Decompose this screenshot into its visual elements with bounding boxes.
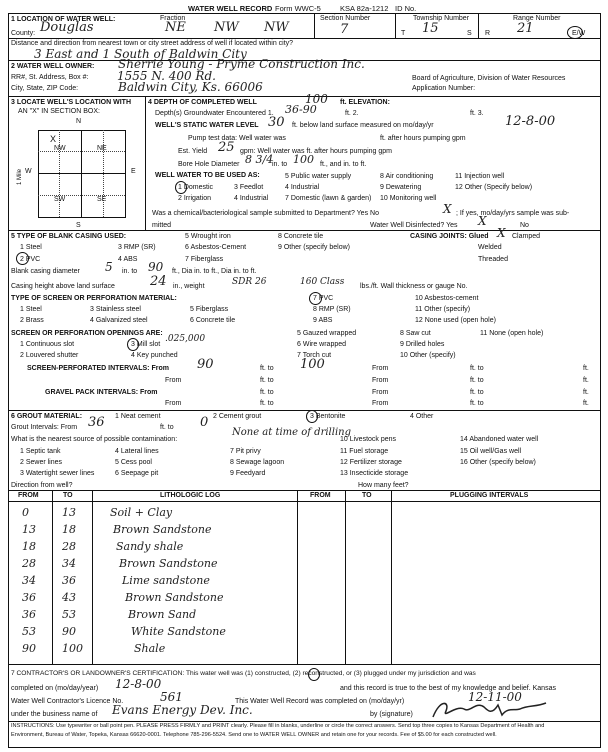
openings-label: SCREEN OR PERFORATION OPENINGS ARE: bbox=[11, 330, 163, 337]
use-oil[interactable]: 4 Industrial bbox=[285, 184, 320, 191]
joints-threaded: Threaded bbox=[478, 256, 508, 263]
contam-value: None at time of drilling bbox=[232, 427, 351, 438]
log-to: 34 bbox=[62, 557, 76, 570]
s5-label: 5 TYPE OF BLANK CASING USED: bbox=[11, 233, 127, 240]
use-air[interactable]: 8 Air conditioning bbox=[380, 173, 434, 180]
disinfected-label: Water Well Disinfected? Yes bbox=[370, 222, 458, 229]
quad-nw: NW bbox=[54, 145, 66, 152]
log-header-litho: LITHOLOGIC LOG bbox=[160, 492, 221, 499]
static-rest: ft. below land surface measured on mo/day/yr bbox=[292, 122, 434, 129]
application-label: Application Number: bbox=[412, 85, 476, 92]
bore-to: in. to bbox=[272, 161, 288, 168]
spi-from: 90 bbox=[197, 357, 214, 372]
spi-ft2: ft. bbox=[583, 365, 589, 372]
s3-label: 3 LOCATE WELL'S LOCATION WITH bbox=[11, 99, 132, 106]
chem-question: Was a chemical/bacteriological sample submitted to Department? Yes No bbox=[152, 210, 379, 217]
contam-lagoon[interactable]: 8 Sewage lagoon bbox=[230, 459, 285, 466]
spi-from3: From bbox=[165, 377, 182, 384]
signature bbox=[428, 697, 553, 723]
contam-watertight[interactable]: 3 Watertight sewer lines bbox=[20, 470, 95, 477]
screen-abs[interactable]: 9 ABS bbox=[313, 317, 333, 324]
log-from: 36 bbox=[22, 591, 36, 604]
bore-label: Bore Hole Diameter bbox=[178, 161, 240, 168]
section-x-mark: X bbox=[50, 134, 57, 144]
gpi-to2: ft. to bbox=[470, 389, 484, 396]
log-to: 28 bbox=[62, 540, 76, 553]
plug-header-intervals: PLUGGING INTERVALS bbox=[450, 492, 529, 499]
screen-brass[interactable]: 2 Brass bbox=[20, 317, 44, 324]
gpi-label: GRAVEL PACK INTERVALS: From bbox=[45, 389, 158, 396]
gpi-from2: From bbox=[372, 389, 389, 396]
township-label: Township Number bbox=[413, 15, 470, 22]
address-value: 1555 N. 400 Rd. bbox=[117, 69, 216, 83]
open-key[interactable]: 4 Key punched bbox=[131, 352, 178, 359]
contam-insecticide[interactable]: 13 Insecticide storage bbox=[340, 470, 409, 477]
log-to: 36 bbox=[62, 574, 76, 587]
depth-label: 4 DEPTH OF COMPLETED WELL bbox=[148, 99, 257, 106]
grout-cement[interactable]: 2 Cement grout bbox=[213, 413, 262, 420]
township-t: T bbox=[401, 30, 406, 37]
gpi-to3: ft. to bbox=[260, 400, 274, 407]
log-header-from: FROM bbox=[18, 492, 39, 499]
spi-label: SCREEN-PERFORATED INTERVALS: From bbox=[27, 365, 169, 372]
use-industrial[interactable]: 4 Industrial bbox=[234, 195, 269, 202]
fraction-2: NW bbox=[214, 20, 239, 35]
business-label: under the business name of bbox=[11, 711, 98, 718]
quad-se: SE bbox=[97, 196, 107, 203]
screen-none[interactable]: 12 None used (open hole) bbox=[415, 317, 496, 324]
screen-other[interactable]: 11 Other (specify) bbox=[415, 306, 471, 313]
range-value: 21 bbox=[517, 21, 534, 36]
contam-abandoned[interactable]: 14 Abandoned water well bbox=[460, 436, 539, 443]
instructions-2: Environment, Bureau of Water, Topeka, Kansas 66620-0001. Telephone 785-296-5524. Send one to WATER WELL OWNER and retain one for your records. Fee of $5.00 for each constructed well. bbox=[11, 732, 497, 738]
s1-label: 1 LOCATION OF WATER WELL: bbox=[11, 16, 116, 23]
screen-steel[interactable]: 1 Steel bbox=[20, 306, 42, 313]
s3-sublabel: AN "X" IN SECTION BOX: bbox=[18, 108, 100, 115]
form-title: WATER WELL RECORD bbox=[188, 4, 273, 13]
quad-ne: NE bbox=[97, 145, 107, 152]
yield-rest: gpm: Well water was ft. after hours pumping gpm bbox=[240, 148, 392, 155]
contam-sewer[interactable]: 2 Sewer lines bbox=[20, 459, 63, 466]
grout-neat[interactable]: 1 Neat cement bbox=[115, 413, 161, 420]
range-label: Range Number bbox=[513, 15, 561, 22]
grout-bentonite-circle bbox=[306, 410, 318, 423]
contam-fuel[interactable]: 11 Fuel storage bbox=[340, 448, 389, 455]
open-gauzed[interactable]: 5 Gauzed wrapped bbox=[297, 330, 357, 337]
completed-label: completed on (mo/day/year) bbox=[11, 685, 99, 692]
log-from: 0 bbox=[22, 506, 29, 519]
chem-mitted: mitted bbox=[152, 222, 172, 229]
casing-pvc[interactable]: 2 PVC bbox=[20, 256, 41, 263]
log-to: 53 bbox=[62, 608, 76, 621]
spi-to3: ft. to bbox=[260, 377, 274, 384]
completed-date: 12-8-00 bbox=[115, 677, 162, 691]
screen-label: TYPE OF SCREEN OR PERFORATION MATERIAL: bbox=[11, 295, 177, 302]
contam-cess[interactable]: 5 Cess pool bbox=[115, 459, 152, 466]
screen-fiberglass[interactable]: 5 Fiberglass bbox=[190, 306, 229, 313]
signature-label: by (signature) bbox=[370, 711, 413, 718]
distance-value: 3 East and 1 South of Baldwin City bbox=[34, 47, 247, 61]
section-label: Section Number bbox=[320, 15, 371, 22]
log-description: Sandy shale bbox=[116, 540, 184, 553]
grout-bentonite[interactable]: 3 Bentonite bbox=[310, 413, 346, 420]
log-description: Brown Sandstone bbox=[113, 523, 212, 536]
spi-to4: ft. to bbox=[470, 377, 484, 384]
contam-privy[interactable]: 7 Pit privy bbox=[230, 448, 261, 455]
compass-w: W bbox=[25, 168, 32, 175]
grout-from: 36 bbox=[88, 415, 105, 430]
log-to: 18 bbox=[62, 523, 76, 536]
mile-label: 1 Mile bbox=[17, 168, 24, 186]
spi-to2: ft. to bbox=[470, 365, 484, 372]
height-label: Casing height above land surface bbox=[11, 283, 115, 290]
gpi-to: ft. to bbox=[260, 389, 274, 396]
open-none[interactable]: 11 None (open hole) bbox=[480, 330, 544, 337]
address-label: RR#, St. Address, Box #: bbox=[11, 74, 89, 81]
depth-value: 100 bbox=[305, 92, 328, 106]
diam-value: 5 bbox=[105, 260, 113, 274]
screen-galvanized[interactable]: 4 Galvanized steel bbox=[90, 317, 148, 324]
log-from: 34 bbox=[22, 574, 36, 587]
contam-lateral[interactable]: 4 Lateral lines bbox=[115, 448, 159, 455]
casing-wrought[interactable]: 5 Wrought iron bbox=[185, 233, 231, 240]
disinfected-no: No bbox=[520, 222, 529, 229]
groundwater-label: Depth(s) Groundwater Encountered 1. bbox=[155, 110, 274, 117]
board-label: Board of Agriculture, Division of Water Resources bbox=[412, 75, 566, 82]
gpi-ft2: ft. bbox=[583, 389, 589, 396]
use-label: WELL WATER TO BE USED AS: bbox=[155, 172, 260, 179]
casing-fiberglass[interactable]: 7 Fiberglass bbox=[185, 256, 224, 263]
log-to: 100 bbox=[62, 642, 83, 655]
contam-septic[interactable]: 1 Septic tank bbox=[20, 448, 61, 455]
use-monitoring[interactable]: 10 Monitoring well bbox=[380, 195, 437, 202]
open-louvered[interactable]: 2 Louvered shutter bbox=[20, 352, 79, 359]
contam-label: What is the nearest source of possible contamination: bbox=[11, 436, 178, 443]
use-feedlot[interactable]: 3 Feedlot bbox=[234, 184, 264, 191]
fraction-label: Fraction bbox=[160, 15, 186, 22]
grout-to: 0 bbox=[200, 415, 209, 430]
joints-label: CASING JOINTS: Glued bbox=[410, 233, 489, 240]
screen-pvc[interactable]: 7 PVC bbox=[313, 295, 334, 302]
log-from: 90 bbox=[22, 642, 36, 655]
log-description: Brown Sandstone bbox=[125, 591, 224, 604]
form-number: Form WWC-5 bbox=[275, 4, 321, 13]
open-other[interactable]: 10 Other (specify) bbox=[400, 352, 456, 359]
licence-label: Water Well Contractor's Licence No. bbox=[11, 698, 124, 705]
log-from: 28 bbox=[22, 557, 36, 570]
mill-value: .025,000 bbox=[165, 334, 206, 344]
diam-rest: ft., Dia in. to ft., Dia in. to ft. bbox=[172, 268, 257, 275]
licence-value: 561 bbox=[160, 690, 183, 704]
spi-from2: From bbox=[372, 365, 389, 372]
contam-feedyard[interactable]: 9 Feedyard bbox=[230, 470, 266, 477]
casing-other[interactable]: 9 Other (specify below) bbox=[278, 244, 350, 251]
log-to: 90 bbox=[62, 625, 76, 638]
joints-welded: Welded bbox=[478, 244, 502, 251]
fraction-3: NW bbox=[264, 20, 289, 35]
static-label: WELL'S STATIC WATER LEVEL bbox=[155, 122, 259, 129]
gpi-from4: From bbox=[372, 400, 389, 407]
constructed-circle bbox=[308, 668, 320, 681]
id-label: ID No. bbox=[395, 4, 417, 13]
contam-oilwell[interactable]: 15 Oil well/Gas well bbox=[460, 448, 522, 455]
use-public[interactable]: 5 Public water supply bbox=[285, 173, 352, 180]
distance-label: Distance and direction from nearest town or city street address of well if located within city? bbox=[11, 40, 294, 47]
casing-concrete[interactable]: 8 Concrete tile bbox=[278, 233, 324, 240]
pump-rest: ft. after hours pumping gpm bbox=[380, 135, 466, 142]
diam-to: in. to bbox=[122, 268, 138, 275]
s2-label: 2 WATER WELL OWNER: bbox=[11, 63, 95, 70]
use-domestic-circle bbox=[175, 181, 187, 194]
spi-ft4: ft. bbox=[583, 377, 589, 384]
quad-sw: SW bbox=[54, 196, 66, 203]
log-from: 36 bbox=[22, 608, 36, 621]
screen-stainless[interactable]: 3 Stainless steel bbox=[90, 306, 141, 313]
use-other[interactable]: 12 Other (Specify below) bbox=[455, 184, 533, 191]
use-lawn[interactable]: 7 Domestic (lawn & garden) bbox=[285, 195, 372, 202]
true-text: and this record is true to the best of my knowledge and belief. Kansas bbox=[340, 685, 556, 692]
gpi-from3: From bbox=[165, 400, 182, 407]
contam-seepage[interactable]: 6 Seepage pit bbox=[115, 470, 159, 477]
township-s: S bbox=[467, 30, 472, 37]
city-value: Baldwin City, Ks. 66006 bbox=[118, 80, 263, 94]
section-value: 7 bbox=[340, 22, 349, 37]
use-domestic[interactable]: 1 Domestic bbox=[178, 184, 214, 191]
cert-text: 7 CONTRACTOR'S OR LANDOWNER'S CERTIFICATION: This water well was (1) constructed, (2) reconstructed, or (3) plugged under my jurisdiction and was bbox=[11, 670, 476, 677]
gw-3: ft. 3. bbox=[470, 110, 484, 117]
yield-label: Est. Yield bbox=[178, 148, 208, 155]
height-value: 24 bbox=[150, 274, 167, 289]
contam-other[interactable]: 16 Other (specify below) bbox=[460, 459, 536, 466]
city-label: City, State, ZIP Code: bbox=[11, 85, 79, 92]
s6-label: 6 GROUT MATERIAL: bbox=[11, 413, 83, 420]
casing-asbestos[interactable]: 6 Asbestos-Cement bbox=[185, 244, 247, 251]
log-from: 18 bbox=[22, 540, 36, 553]
gw-2: ft. 2. bbox=[345, 110, 359, 117]
diam-label: Blank casing diameter bbox=[11, 268, 80, 275]
yield-value: 25 bbox=[218, 140, 235, 155]
use-injection[interactable]: 11 Injection well bbox=[455, 173, 505, 180]
use-dewatering[interactable]: 9 Dewatering bbox=[380, 184, 422, 191]
grout-to-label: ft. to bbox=[160, 424, 174, 431]
log-to: 13 bbox=[62, 506, 76, 519]
screen-concrete[interactable]: 6 Concrete tile bbox=[190, 317, 236, 324]
bore-value: 8 3/4 bbox=[245, 153, 274, 166]
chem-rest: ; If yes, mo/day/yrs sample was sub- bbox=[456, 210, 570, 217]
county-label: County: bbox=[11, 30, 36, 37]
fraction-1: NE bbox=[165, 20, 186, 35]
log-description: Shale bbox=[134, 642, 166, 655]
log-description: Brown Sand bbox=[128, 608, 197, 621]
business-value: Evans Energy Dev. Inc. bbox=[112, 703, 253, 717]
log-from: 53 bbox=[22, 625, 36, 638]
township-value: 15 bbox=[422, 21, 439, 36]
range-r: R bbox=[485, 30, 491, 37]
grout-int-label: Grout Intervals: From bbox=[11, 424, 78, 431]
joints-clamped: Clamped bbox=[512, 233, 541, 240]
open-torch[interactable]: 7 Torch cut bbox=[297, 352, 332, 359]
direction-label: Direction from well? bbox=[11, 482, 73, 489]
height-rest: in., weight bbox=[173, 283, 205, 290]
casing-abs[interactable]: 4 ABS bbox=[118, 256, 138, 263]
static-value: 30 bbox=[268, 115, 285, 130]
compass-n: N bbox=[76, 118, 82, 125]
groundwater-value: 36-90 bbox=[285, 103, 317, 116]
plug-header-to: TO bbox=[362, 492, 372, 499]
feet-label: How many feet? bbox=[358, 482, 409, 489]
log-from: 13 bbox=[22, 523, 36, 536]
open-saw[interactable]: 8 Saw cut bbox=[400, 330, 431, 337]
casing-rmp[interactable]: 3 RMP (SR) bbox=[118, 244, 156, 251]
static-date: 12-8-00 bbox=[505, 114, 556, 129]
compass-s: S bbox=[76, 222, 81, 229]
use-irrigation[interactable]: 2 Irrigation bbox=[178, 195, 212, 202]
ksa-ref: KSA 82a-1212 bbox=[340, 4, 389, 13]
screen-pvc-circle bbox=[309, 292, 322, 305]
screen-rmp[interactable]: 8 RMP (SR) bbox=[313, 306, 351, 313]
open-mill-circle bbox=[127, 338, 139, 351]
log-description: Soil + Clay bbox=[110, 506, 173, 519]
gpi-ft4: ft. bbox=[583, 400, 589, 407]
weight-value: SDR 26 bbox=[232, 277, 267, 287]
bore-rest: ft., and in. to ft. bbox=[320, 161, 367, 168]
range-ew: E/W bbox=[572, 30, 586, 37]
open-drilled[interactable]: 9 Drilled holes bbox=[400, 341, 445, 348]
plug-header-from: FROM bbox=[310, 492, 331, 499]
grout-other[interactable]: 4 Other bbox=[410, 413, 434, 420]
owner-value: Sherrie Young - Pryme Construction Inc. bbox=[118, 57, 365, 71]
log-header-to: TO bbox=[63, 492, 73, 499]
lbs-label: lbs./ft. Wall thickness or gauge No. bbox=[360, 283, 468, 290]
spi-to: 100 bbox=[300, 357, 325, 372]
open-wire[interactable]: 6 Wire wrapped bbox=[297, 341, 347, 348]
log-to: 43 bbox=[62, 591, 76, 604]
elevation-label: ft. ELEVATION: bbox=[340, 99, 390, 106]
log-description: Lime sandstone bbox=[122, 574, 210, 587]
compass-e: E bbox=[131, 168, 136, 175]
screen-asbestos[interactable]: 10 Asbestos-cement bbox=[415, 295, 479, 302]
pump-label: Pump test data: Well water was bbox=[188, 135, 286, 142]
open-mill[interactable]: 3 Mill slot bbox=[131, 341, 161, 348]
chem-x: X bbox=[443, 202, 452, 216]
record-label: This Water Well Record was completed on (mo/day/yr) bbox=[235, 698, 405, 705]
diam-depth: 90 bbox=[148, 260, 164, 274]
record-date: 12-11-00 bbox=[468, 690, 522, 704]
contam-fertilizer[interactable]: 12 Fertilizer storage bbox=[340, 459, 402, 466]
joints-x: X bbox=[497, 226, 506, 240]
log-description: White Sandstone bbox=[131, 625, 226, 638]
casing-pvc-circle bbox=[16, 252, 29, 265]
instructions-1: INSTRUCTIONS: Use typewriter or ball point pen. PLEASE PRESS FIRMLY and PRINT clearly. Please fill in blanks, underline or circle the correct answers. Send top three copies to Kansas Department of Health and bbox=[11, 723, 545, 729]
weight-class: 160 Class bbox=[300, 277, 345, 287]
spi-from4: From bbox=[372, 377, 389, 384]
spi-to-label: ft. to bbox=[260, 365, 274, 372]
disinfected-x: X bbox=[478, 214, 487, 228]
county-value: Douglas bbox=[40, 20, 94, 35]
bore-depth: 100 bbox=[293, 153, 314, 166]
gpi-to4: ft. to bbox=[470, 400, 484, 407]
open-continuous[interactable]: 1 Continuous slot bbox=[20, 341, 75, 348]
log-description: Brown Sandstone bbox=[119, 557, 218, 570]
contam-livestock[interactable]: 10 Livestock pens bbox=[340, 436, 397, 443]
casing-steel[interactable]: 1 Steel bbox=[20, 244, 42, 251]
